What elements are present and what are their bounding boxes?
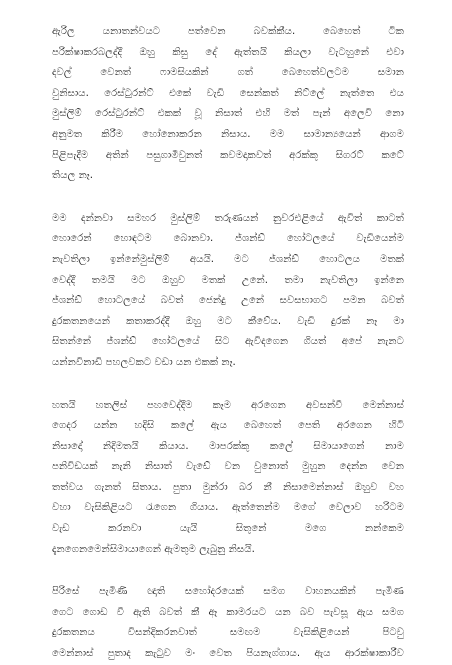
text-line: පිරිසේ පැමිණි ඥාති සහෝදරයෙක් සමග වාහනයකින් පැමිණ xyxy=(52,586,404,598)
text-line: මුස්ලිම් රෙස්ටුරන්ට් එකක් වූ නිසාත් එහි මත් පැන් අලෙවි නො xyxy=(52,108,404,120)
text-line: හතයි හතලිස් පහවෙද්දීම කෑම අරගෙන අවසන්වී මෙන්නාස් xyxy=(52,399,404,411)
document-page xyxy=(52,22,404,660)
text-line: දුරකතනය විසන්දිකරනවාත් සමඟම වැසිකිළියෙන් පිටවු xyxy=(52,627,404,639)
paragraph-3 xyxy=(52,396,404,561)
text-line: නිසාදෝ නිදිමතයි කියාය. මාපරක්කු කලේ සිමායාගෙන් නාම xyxy=(52,440,404,452)
text-line: සිතන්නේ ජ්ශන්ඩ් හෝටලයේ සිට ඇවිදගෙන ගියත් අපේ නැනට xyxy=(52,336,404,348)
text-line: යන්නවිනාඩි පහලවකට වඩා යන එකක් නෑ. xyxy=(52,356,236,368)
text-line: තියල නෑ. xyxy=(52,170,93,182)
text-line: මම දන්නවා සමහර මුස්ලිම් තරුණයන් නුවරඑළියේ ඇවිත් කාටත් xyxy=(52,212,404,224)
text-line: වුනිසාය. රෙස්ටුරන්ට් එකේ වැඩි සෙන්කත් නිට්ලේ නැත්තෙ එය xyxy=(52,87,404,99)
text-line: හොරෙන් හොඳටම බොනවා. ජ්ශන්ඩ් හෝටලයේ වැඩියෙන්ම xyxy=(52,233,404,245)
text-line: දුරකතනයෙන් කතාකරද්දී ඔහු මට කීවේය. වැඩි දුරක් නෑ මා xyxy=(52,315,404,327)
text-line: ගෙට ගොඩ වී ඇති බවත් කී ඈ කාමරයට යන බව පැවසූ ඇය සමග xyxy=(52,606,404,618)
text-line: පිළිපැදීම අතින් පසුගාමීවුනත් කවමදාකවත් අරක්කු සිගරට් කටේ xyxy=(52,149,404,161)
text-line: දවල් වෙනත් ෆාමසියකින් ගත් බෙහෙත්වලටම සමාන xyxy=(52,67,404,79)
text-line: වහා වැසිකිළියට රැගෙන ගියාය. ඇත්තෙන්ම මගේ වෙලාව හරිටම xyxy=(52,502,404,514)
text-line: තත්වය ගැනත් සිතාය. පුතා මුන්රා බර නී නිසාමෙන්නාස් ඔහුව වහ xyxy=(52,481,404,493)
text-line: මෙන්නාස් පුතාද කැටුව මං වෙත පියනැග්ගාය. ඇය ආරක්ෂාකාරීව xyxy=(52,648,404,660)
text-line: අනුමත කිරීම හෝනොකරන නිසාය. මම සාමාන්‍යයෙන් ආගම xyxy=(52,128,404,140)
text-line: නැවතිලා ඉන්නේමුස්ලිම් අයයි. මට ජ්ශන්ඩ් හොටලය මතක් xyxy=(52,253,404,265)
paragraph-4 xyxy=(52,582,404,664)
text-line: ගෙදර යන්න හදිසි කලේ ඇය බෙහෙත් පෙති අරගෙන හිටි xyxy=(52,420,404,432)
paragraph-2 xyxy=(52,209,404,374)
paragraph-1 xyxy=(52,22,404,187)
text-line: දැනගෙනමෙන්සිමායාගෙන් ඇමතුම ලැබුනු නිසයි. xyxy=(52,543,255,555)
text-line: ඇරිල යනාතන්වයට පත්වෙන බවක්කීය. බෙහෙත් ටික xyxy=(52,26,404,37)
text-line: වැඩ කරනවා යැයි සිතුනේ මගෙ නන්කෙම xyxy=(52,523,404,535)
text-line: වෙද්දී තමයි මට ඔහුව මතක් උනේ. තමා නැවතිලා ඉන්නෙ xyxy=(52,274,404,286)
text-line: ජ්ශන්ඩ් හොටලයේ බවත් ජෙන්දු උනේ සවසභාගට පමන බවත් xyxy=(52,295,404,307)
text-line: පරික්ෂාකරබලද්දී ඔහු කිසු දේ ඇත්තයි කියලා වැටහුනේ එවා xyxy=(52,46,404,58)
text-line: පනිවිඩයක් නැනි නිසාත් වැඩේ වන වුනොත් මුහුන දෙන්න වෙන xyxy=(52,461,404,473)
